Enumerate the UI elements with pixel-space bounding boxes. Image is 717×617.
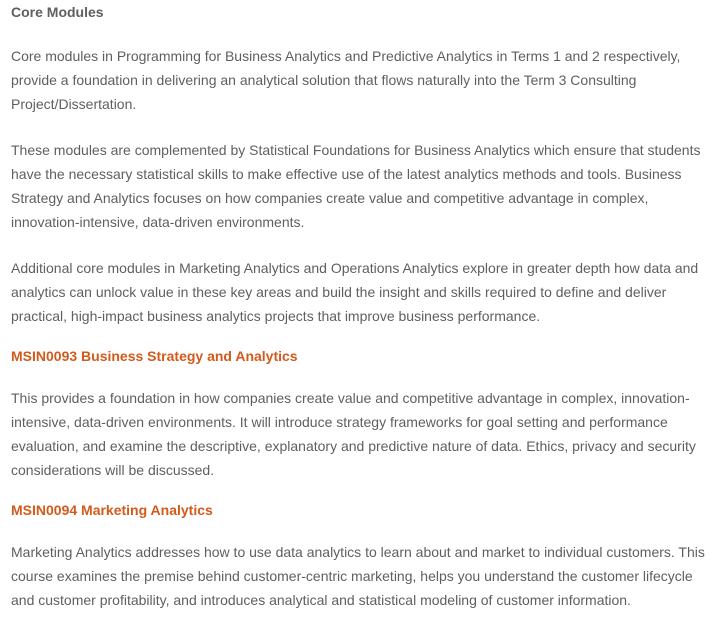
spacer [11,364,711,386]
spacer [11,328,711,348]
intro-paragraph-1: Core modules in Programming for Business Analytics and Predictive Analytics in Terms 1 and 2 respectively, provide a foundation in delivering an analytical solution that flows naturally into the Term 3 Consulting Project/Dissertation. [11,48,681,112]
spacer [11,482,711,502]
module-title-msin0094: MSIN0094 Marketing Analytics [11,502,213,518]
spacer [11,234,711,256]
page-title: Core Modules [11,4,104,20]
spacer [11,518,711,540]
spacer [11,20,711,44]
spacer [11,116,711,138]
intro-paragraph-2: These modules are complemented by Statistical Foundations for Business Analytics which ensure that students have the necessary statistical skills to make effective use of the latest analytics methods and tools. Business Strategy and Analytics focuses on how companies create value and competitive advantage in complex, innovation-intensive, data-driven environments. [11,142,701,230]
module-description-msin0093: This provides a foundation in how companies create value and competitive advantage in complex, innovation-intensive, data-driven environments. It will introduce strategy frameworks for goal setting and performance evaluation, and examine the descriptive, explanatory and predictive nature of data. Ethics, privacy and security considerations will be discussed. [11,390,696,478]
module-description-msin0094: Marketing Analytics addresses how to use data analytics to learn about and market to individual customers. This course examines the premise behind customer-centric marketing, helps you understand the customer lifecycle and customer profitability, and introduces analytical and statistical modeling of customer information. [11,544,705,608]
module-title-msin0093: MSIN0093 Business Strategy and Analytics [11,348,298,364]
intro-paragraph-3: Additional core modules in Marketing Analytics and Operations Analytics explore in greater depth how data and analytics can unlock value in these key areas and build the insight and skills required to define and deliver practical, high-impact business analytics projects that improve business performance. [11,260,699,324]
